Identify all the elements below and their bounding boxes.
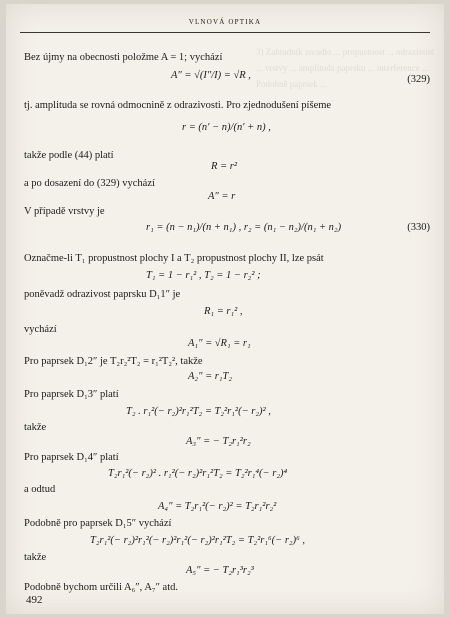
equation-A-r: A″ = r xyxy=(208,191,236,202)
text-line-9: Pro paprsek D₁2″ je T₂r₂²T₂ = r₁²T₂², takže xyxy=(24,356,203,367)
equation-R: R = r² xyxy=(211,161,237,172)
text-line-2: tj. amplituda se rovná odmocnině z odrazivosti. Pro zjednodušení píšeme xyxy=(24,100,332,111)
text-line-15: takže xyxy=(24,552,47,563)
text-line-11: takže xyxy=(24,422,47,433)
equation-path-4: T₂r₁²(− r₂)² . r₁²(− r₂)²r₁²T₂ = T₂²r₁⁴(− r₂)⁴ xyxy=(108,468,288,479)
equation-A1: A₁″ = √R₁ = r₁ xyxy=(188,338,251,349)
text-line-7: poněvadž odrazivost paprsku D₁1″ je xyxy=(24,289,181,300)
equation-R1: R₁ = r₁² , xyxy=(204,306,243,317)
running-header: VLNOVÁ OPTIKA xyxy=(188,18,262,26)
text-line-14: Podobně pro paprsek D₁5″ vychází xyxy=(24,518,172,529)
text-line-10: Pro paprsek D₁3″ platí xyxy=(24,389,119,400)
text-line-13: a odtud xyxy=(24,484,56,495)
show-through-text: 3) Zahradník zrcadlo ... propustnost ... odrazivost ... vrstvy ... amplituda paprsku ... interference ... Podobně paprsek ... xyxy=(256,47,434,89)
text-line-16: Podobně bychom určili A₆″, A₇″ atd. xyxy=(24,582,179,593)
page-number: 492 xyxy=(26,594,43,606)
equation-329: A″ = √(I″/I) = √R , xyxy=(171,70,251,81)
equation-A5: A₅″ = − T₂r₁³r₂³ xyxy=(186,565,254,576)
equation-A4: A₄″ = T₂r₁²(− r₂)² = T₂r₁²r₂² xyxy=(158,501,277,512)
equation-r: r = (n′ − n)/(n′ + n) , xyxy=(182,122,271,133)
text-line-12: Pro paprsek D₁4″ platí xyxy=(24,452,119,463)
equation-330: r₁ = (n − n₁)/(n + n₁) , r₂ = (n₁ − n₂)/(n₁ + n₂) xyxy=(146,222,342,233)
text-line-8: vychází xyxy=(24,324,57,335)
header-rule xyxy=(20,32,430,33)
text-line-3: takže podle (44) platí xyxy=(24,150,114,161)
book-page xyxy=(6,4,444,614)
equation-number-329: (329) xyxy=(407,74,430,85)
equation-number-330: (330) xyxy=(407,222,430,233)
equation-A3: A₃″ = − T₂r₁²r₂ xyxy=(186,436,251,447)
text-line-1: Bez újmy na obecnosti položme A = 1; vychází xyxy=(24,52,223,63)
text-line-4: a po dosazení do (329) vychází xyxy=(24,178,155,189)
equation-T: T₁ = 1 − r₁² , T₂ = 1 − r₂² ; xyxy=(146,270,261,281)
equation-path-3: T₂ . r₁²(− r₂)²r₁²T₂ = T₂²r₁²(− r₂)² , xyxy=(126,406,271,417)
text-line-6: Označme-li T₁ propustnost plochy I a T₂ propustnost plochy II, lze psát xyxy=(24,253,324,264)
equation-path-5: T₂r₁²(− r₂)²r₁²(− r₂)²r₁²(− r₂)²r₁²T₂ = T₂²r₁⁶(− r₂)⁶ , xyxy=(90,535,305,546)
text-line-5: V případě vrstvy je xyxy=(24,206,105,217)
equation-A2: A₂″ = r₁T₂ xyxy=(188,371,232,382)
